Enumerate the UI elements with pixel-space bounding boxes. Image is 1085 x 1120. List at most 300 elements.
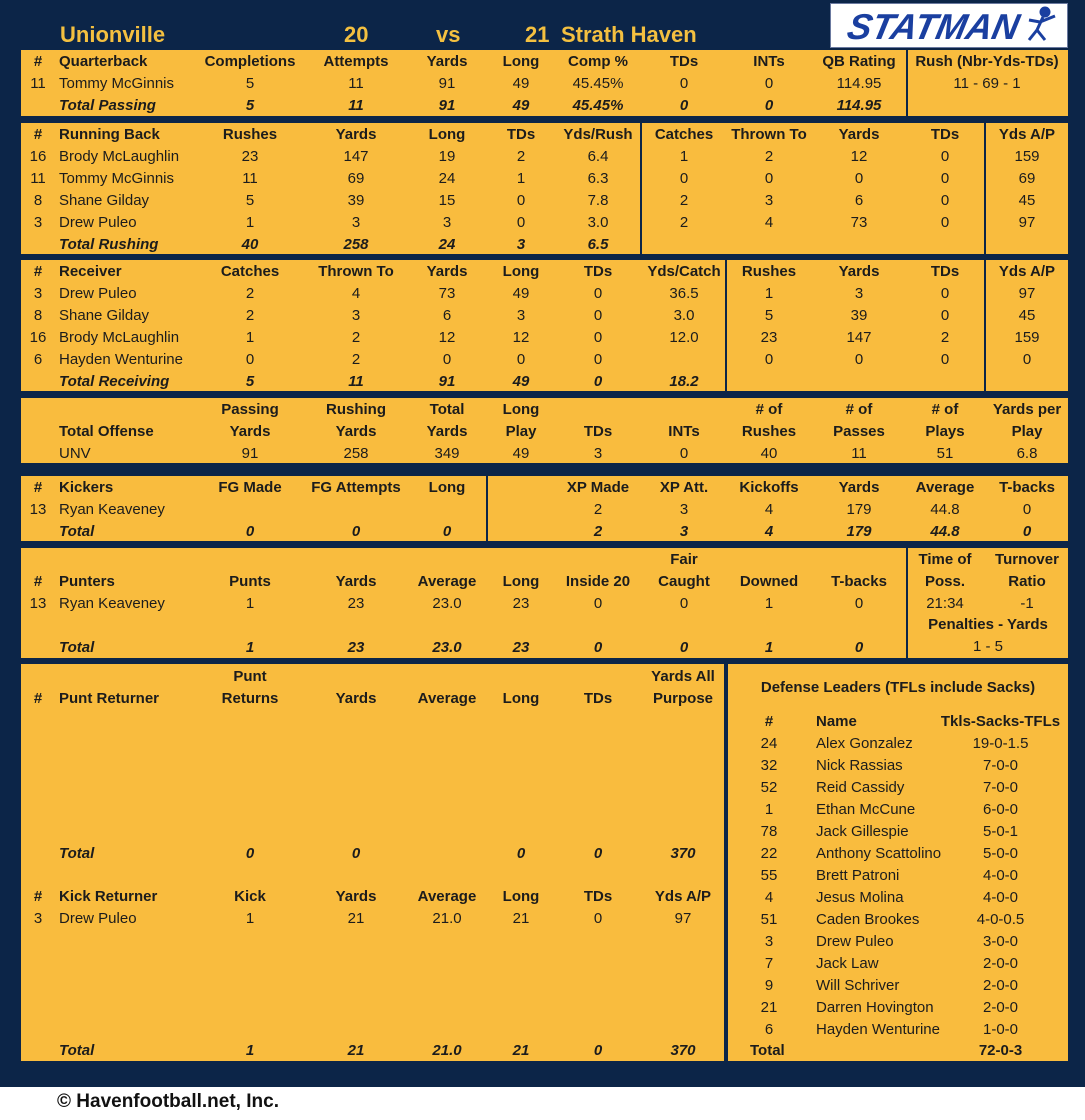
- cell-rushing-r3-c1: Shane Gilday: [59, 192, 150, 209]
- section-rushing: [21, 123, 1068, 254]
- cell-kick-total-c3: 21: [347, 1042, 365, 1059]
- cell-rushing-r2-c9: 0: [854, 170, 864, 187]
- defense-row-11-c2: 2-0-0: [982, 977, 1019, 994]
- cell-receiving-r5-c4: 91: [438, 373, 456, 390]
- cell-passing-r0-c3: Attempts: [323, 53, 389, 70]
- cell-offense-r1-c1: Total Offense: [59, 423, 154, 440]
- cell-receiving-r3-c10: 2: [940, 329, 950, 346]
- cell-rushing-r5-c6: 6.5: [587, 236, 609, 253]
- cell-offense-r0-c1: [59, 399, 209, 421]
- cell-offense-r2-c9: 11: [851, 445, 867, 462]
- cell-receiving-r2-c4: 6: [442, 307, 452, 324]
- cell-rushing-r0-c6: Yds/Rush: [563, 126, 633, 143]
- cell-receiving-r3-c2: 1: [245, 329, 255, 346]
- cell-kicking-r1-c6: 2: [593, 501, 603, 518]
- cell-rushing-r0-c10: TDs: [930, 126, 960, 143]
- cell-rushing-r4-c5: 0: [516, 214, 526, 231]
- cell-receiving-r0-c5: Long: [502, 263, 540, 280]
- cell-receiving-r0-c2: Catches: [220, 263, 280, 280]
- cell-passing-r2-c2: 5: [245, 97, 255, 114]
- cell-kicking-r1-c9: 179: [846, 501, 872, 518]
- versus-label: vs: [436, 22, 461, 47]
- defense-row-2-c2: 7-0-0: [982, 779, 1019, 796]
- logo-wordmark: STATMAN: [843, 6, 1024, 47]
- cell-punting-r2-c6: 0: [593, 595, 603, 612]
- defense-row-6-c2: 4-0-0: [982, 867, 1019, 884]
- cell-punting-r4-c7: 0: [679, 639, 689, 656]
- cell-punting-r2-c8: 1: [764, 595, 774, 612]
- cell-rushing-r2-c2: 11: [242, 170, 258, 187]
- cell-passing-r0-c8: INTs: [753, 53, 785, 70]
- cell-punt-header-top-c2: Punt: [233, 668, 267, 685]
- cell-rushing-r3-c0: 8: [33, 192, 43, 209]
- defense-row-10-c0: 7: [764, 955, 774, 972]
- defense-row-6-c0: 55: [760, 867, 778, 884]
- cell-receiving-r5-c7: 18.2: [669, 373, 699, 390]
- cell-receiving-r5-c1: Total Receiving: [59, 373, 170, 390]
- cell-kicking-r0-c3: FG Attempts: [311, 479, 401, 496]
- cell-kick-row-0-c7: 97: [674, 910, 692, 927]
- cell-passing-r0-c9: QB Rating: [822, 53, 896, 70]
- cell-kick-row-0-c2: 1: [245, 910, 255, 927]
- cell-punting-r0-c9: [809, 549, 909, 571]
- cell-receiving-r2-c2: 2: [245, 307, 255, 324]
- cell-rushing-r4-c1: Drew Puleo: [59, 214, 137, 231]
- cell-rushing-r4-c10: 0: [940, 214, 950, 231]
- cell-receiving-r4-c6: 0: [593, 351, 603, 368]
- cell-punting-r1-c5: Long: [502, 573, 540, 590]
- cell-receiving-r1-c1: Drew Puleo: [59, 285, 137, 302]
- cell-punting-r1-c10: Poss.: [924, 573, 966, 590]
- cell-receiving-r2-c3: 3: [351, 307, 361, 324]
- cell-receiving-r5-c9: [809, 371, 909, 393]
- cell-kick-header-c0: #: [33, 888, 43, 905]
- cell-passing-r1-c10: 11 - 69 - 1: [953, 75, 1021, 92]
- cell-offense-r0-c3: Rushing: [326, 401, 386, 418]
- cell-receiving-r0-c0: #: [33, 263, 43, 280]
- cell-passing-r1-c5: 49: [512, 75, 530, 92]
- cell-rushing-r2-c3: 69: [347, 170, 365, 187]
- cell-kicking-r2-c3: 0: [351, 523, 361, 540]
- cell-rushing-r4-c2: 1: [245, 214, 255, 231]
- cell-punting-r3-c9: [809, 615, 909, 637]
- cell-passing-r2-c1: Total Passing: [59, 97, 156, 114]
- cell-rushing-r4-c7: 2: [679, 214, 689, 231]
- cell-punting-r2-c11: -1: [1020, 595, 1034, 612]
- cell-receiving-r1-c3: 4: [351, 285, 361, 302]
- cell-kick-total-c6: 0: [593, 1042, 603, 1059]
- cell-rushing-r1-c1: Brody McLaughlin: [59, 148, 180, 165]
- cell-receiving-r2-c9: 39: [850, 307, 868, 324]
- cell-kick-total-c4: 21.0: [432, 1042, 462, 1059]
- cell-receiving-r5-c8: [719, 371, 819, 393]
- defense-row-8-c1: Caden Brookes: [816, 911, 920, 928]
- cell-passing-r0-c1: Quarterback: [59, 53, 148, 70]
- cell-rushing-r5-c4: 24: [438, 236, 456, 253]
- defense-header-c0: #: [764, 713, 774, 730]
- divider-passing-0: [906, 50, 908, 116]
- cell-rushing-r5-c2: 40: [241, 236, 259, 253]
- cell-rushing-r4-c11: 97: [1018, 214, 1036, 231]
- cell-punting-r4-c2: 1: [245, 639, 255, 656]
- cell-offense-r2-c4: 349: [434, 445, 460, 462]
- cell-punting-r0-c6: [548, 549, 648, 571]
- cell-passing-r1-c2: 5: [245, 75, 255, 92]
- cell-receiving-r0-c3: Thrown To: [318, 263, 394, 280]
- cell-punting-r3-c3: [306, 615, 406, 637]
- cell-receiving-r1-c5: 49: [512, 285, 530, 302]
- cell-rushing-r5-c0: [20, 234, 56, 256]
- statman-logo-graphic: [831, 4, 1067, 47]
- cell-rushing-r1-c6: 6.4: [587, 148, 609, 165]
- cell-rushing-r1-c3: 147: [343, 148, 369, 165]
- cell-rushing-r4-c9: 73: [850, 214, 868, 231]
- cell-punt-total-c6: 0: [593, 845, 603, 862]
- cell-kicking-r2-c11: 0: [1022, 523, 1032, 540]
- cell-rushing-r3-c5: 0: [516, 192, 526, 209]
- cell-rushing-r0-c7: Catches: [654, 126, 714, 143]
- cell-rushing-r2-c0: 11: [30, 170, 46, 187]
- cell-kick-total-c1: Total: [59, 1042, 95, 1059]
- cell-receiving-r1-c4: 73: [438, 285, 456, 302]
- cell-offense-r2-c6: 3: [593, 445, 603, 462]
- cell-passing-r0-c4: Yards: [426, 53, 468, 70]
- cell-passing-r1-c6: 45.45%: [572, 75, 624, 92]
- cell-punting-r4-c5: 23: [512, 639, 530, 656]
- cell-passing-r2-c4: 91: [438, 97, 456, 114]
- cell-receiving-r2-c7: 3.0: [673, 307, 695, 324]
- defense-row-4-c2: 5-0-1: [982, 823, 1019, 840]
- cell-passing-r2-c9: 114.95: [836, 97, 882, 114]
- defense-header-c1: Name: [816, 713, 857, 730]
- cell-punting-r1-c9: T-backs: [831, 573, 887, 590]
- cell-punt-header-c2: Returns: [221, 690, 279, 707]
- cell-punting-r0-c7: Fair: [670, 551, 698, 568]
- cell-punting-r0-c0: [20, 549, 56, 571]
- penalties-value: 1 - 5: [972, 638, 1003, 655]
- cell-rushing-r2-c7: 0: [679, 170, 689, 187]
- section-punting: [21, 548, 1068, 658]
- defense-row-2-c0: 52: [760, 779, 778, 796]
- defense-row-7-c2: 4-0-0: [982, 889, 1019, 906]
- cell-rushing-r2-c10: 0: [940, 170, 950, 187]
- cell-rushing-r5-c3: 258: [343, 236, 369, 253]
- cell-kick-total-c2: 1: [245, 1042, 255, 1059]
- cell-receiving-r4-c9: 0: [854, 351, 864, 368]
- cell-receiving-r3-c6: 0: [593, 329, 603, 346]
- cell-receiving-r0-c8: Rushes: [741, 263, 797, 280]
- cell-punting-r4-c4: 23.0: [432, 639, 462, 656]
- defense-row-0-c1: Alex Gonzalez: [816, 735, 913, 752]
- defense-row-1-c1: Nick Rassias: [816, 757, 903, 774]
- section-defense: [728, 664, 1068, 1061]
- cell-rushing-r5-c11: [977, 234, 1077, 256]
- cell-rushing-r3-c6: 7.8: [587, 192, 609, 209]
- cell-receiving-r5-c11: [977, 371, 1077, 393]
- cell-punt-total-c3: 0: [351, 845, 361, 862]
- cell-offense-r0-c4: Total: [429, 401, 465, 418]
- cell-offense-r2-c10: 51: [936, 445, 954, 462]
- cell-rushing-r1-c5: 2: [516, 148, 526, 165]
- cell-rushing-r1-c9: 12: [850, 148, 868, 165]
- cell-rushing-r2-c8: 0: [764, 170, 774, 187]
- cell-kicking-r1-c7: 3: [679, 501, 689, 518]
- cell-passing-r1-c8: 0: [764, 75, 774, 92]
- cell-punt-total-c2: 0: [245, 845, 255, 862]
- cell-punting-r2-c1: Ryan Keaveney: [59, 595, 165, 612]
- cell-kick-row-0-c4: 21.0: [432, 910, 462, 927]
- defense-row-8-c2: 4-0-0.5: [976, 911, 1025, 928]
- defense-row-5-c0: 22: [760, 845, 778, 862]
- cell-rushing-r5-c9: [809, 234, 909, 256]
- cell-punting-r2-c2: 1: [245, 595, 255, 612]
- cell-receiving-r1-c7: 36.5: [669, 285, 699, 302]
- cell-rushing-r0-c2: Rushes: [222, 126, 278, 143]
- cell-kick-row-0-c5: 21: [512, 910, 530, 927]
- defense-row-0-c2: 19-0-1.5: [972, 735, 1029, 752]
- defense-row-13-c0: 6: [764, 1021, 774, 1038]
- defense-row-8-c0: 51: [760, 911, 778, 928]
- cell-passing-r2-c0: [20, 95, 56, 117]
- cell-receiving-r3-c7: 12.0: [669, 329, 699, 346]
- cell-kick-header-c1: Kick Returner: [59, 888, 158, 905]
- cell-punt-header-top-c3: [306, 666, 406, 688]
- cell-rushing-r0-c5: TDs: [506, 126, 536, 143]
- cell-offense-r2-c0: [20, 443, 56, 465]
- cell-kicking-r0-c6: XP Made: [566, 479, 630, 496]
- cell-punting-r3-c0: [20, 615, 56, 637]
- cell-receiving-r0-c4: Yards: [426, 263, 468, 280]
- divider-receiving-0: [725, 260, 727, 391]
- cell-passing-r2-c3: 11: [348, 97, 364, 114]
- cell-punting-r3-c6: [548, 615, 648, 637]
- cell-punting-r1-c11: Ratio: [1008, 573, 1046, 590]
- cell-receiving-r0-c6: TDs: [583, 263, 613, 280]
- cell-punting-r1-c1: Punters: [59, 573, 115, 590]
- cell-passing-r2-c8: 0: [764, 97, 774, 114]
- cell-punting-r2-c3: 23: [347, 595, 365, 612]
- cell-rushing-r0-c11: Yds A/P: [998, 126, 1056, 143]
- cell-kicking-r1-c11: 0: [1022, 501, 1032, 518]
- cell-kicking-r0-c10: Average: [915, 479, 975, 496]
- cell-receiving-r1-c10: 0: [940, 285, 950, 302]
- cell-offense-r1-c2: Yards: [229, 423, 271, 440]
- defense-row-4-c1: Jack Gillespie: [816, 823, 909, 840]
- cell-punting-r3-c1: [59, 615, 209, 637]
- defense-title: Defense Leaders (TFLs include Sacks): [760, 679, 1036, 696]
- cell-receiving-r2-c1: Shane Gilday: [59, 307, 150, 324]
- defense-row-6-c1: Brett Patroni: [816, 867, 900, 884]
- defense-row-3-c2: 6-0-0: [982, 801, 1019, 818]
- cell-punt-header-top-c0: [20, 666, 56, 688]
- cell-rushing-r2-c4: 24: [438, 170, 456, 187]
- cell-punting-r1-c6: Inside 20: [565, 573, 631, 590]
- defense-row-10-c1: Jack Law: [816, 955, 879, 972]
- cell-receiving-r1-c9: 3: [854, 285, 864, 302]
- cell-rushing-r5-c1: Total Rushing: [59, 236, 159, 253]
- cell-receiving-r0-c9: Yards: [838, 263, 880, 280]
- cell-passing-r0-c5: Long: [502, 53, 540, 70]
- defense-row-3-c1: Ethan McCune: [816, 801, 916, 818]
- cell-punt-header-c3: Yards: [335, 690, 377, 707]
- cell-offense-r2-c1: UNV: [59, 445, 91, 462]
- cell-punting-r4-c8: 1: [764, 639, 774, 656]
- cell-passing-r2-c5: 49: [512, 97, 530, 114]
- divider-kicking-0: [486, 476, 488, 541]
- cell-receiving-r0-c1: Receiver: [59, 263, 122, 280]
- cell-offense-r2-c3: 258: [343, 445, 369, 462]
- defense-row-11-c0: 9: [764, 977, 774, 994]
- cell-passing-r2-c10: [902, 95, 1072, 117]
- cell-rushing-r3-c11: 45: [1018, 192, 1036, 209]
- cell-kicking-r0-c2: FG Made: [218, 479, 282, 496]
- cell-kicking-r2-c2: 0: [245, 523, 255, 540]
- cell-passing-r0-c2: Completions: [204, 53, 296, 70]
- section-returns: [21, 664, 724, 1061]
- cell-receiving-r1-c0: 3: [33, 285, 43, 302]
- cell-kicking-r2-c7: 3: [679, 523, 689, 540]
- divider-rushing-1: [984, 123, 986, 254]
- defense-row-1-c0: 32: [760, 757, 778, 774]
- cell-punting-r4-c1: Total: [59, 639, 95, 656]
- cell-receiving-r3-c0: 16: [29, 329, 47, 346]
- cell-punting-r3-c8: [719, 615, 819, 637]
- cell-rushing-r3-c9: 6: [854, 192, 864, 209]
- cell-kicking-r0-c4: Long: [428, 479, 466, 496]
- defense-row-13-c2: 1-0-0: [982, 1021, 1019, 1038]
- cell-offense-r1-c10: Plays: [925, 423, 965, 440]
- penalties-label: Penalties - Yards: [928, 616, 1048, 633]
- cell-receiving-r2-c6: 0: [593, 307, 603, 324]
- cell-kicking-r2-c8: 4: [764, 523, 774, 540]
- cell-receiving-r3-c11: 159: [1014, 329, 1040, 346]
- cell-punt-header-c7: Purpose: [652, 690, 713, 707]
- section-passing: [21, 50, 1068, 116]
- cell-rushing-r0-c8: Thrown To: [731, 126, 807, 143]
- cell-offense-r0-c9: # of: [845, 401, 873, 418]
- cell-receiving-r4-c11: 0: [1022, 351, 1032, 368]
- cell-receiving-r0-c7: Yds/Catch: [647, 263, 721, 280]
- cell-punting-r2-c7: 0: [679, 595, 689, 612]
- cell-rushing-r2-c1: Tommy McGinnis: [59, 170, 175, 187]
- cell-offense-r2-c11: 6.8: [1016, 445, 1038, 462]
- cell-punting-r3-c2: [200, 615, 300, 637]
- defense-row-5-c2: 5-0-0: [982, 845, 1019, 862]
- cell-receiving-r2-c11: 45: [1018, 307, 1036, 324]
- cell-punting-r2-c0: 13: [29, 595, 47, 612]
- cell-kick-row-0-c3: 21: [347, 910, 365, 927]
- cell-offense-r0-c8: # of: [755, 401, 783, 418]
- section-kicking: [21, 476, 1068, 541]
- defense-row-9-c0: 3: [764, 933, 774, 950]
- cell-offense-r0-c2: Passing: [221, 401, 279, 418]
- cell-punting-r1-c0: #: [33, 573, 43, 590]
- cell-receiving-r2-c0: 8: [33, 307, 43, 324]
- defense-row-12-c2: 2-0-0: [982, 999, 1019, 1016]
- cell-punting-r0-c3: [306, 549, 406, 571]
- cell-kicking-r0-c8: Kickoffs: [739, 479, 799, 496]
- cell-punting-r0-c1: [59, 549, 209, 571]
- cell-kicking-r0-c7: XP Att.: [659, 479, 709, 496]
- cell-offense-r1-c11: Play: [1011, 423, 1043, 440]
- cell-punt-total-c5: 0: [516, 845, 526, 862]
- cell-rushing-r3-c8: 3: [764, 192, 774, 209]
- cell-rushing-r4-c8: 4: [764, 214, 774, 231]
- cell-passing-r1-c1: Tommy McGinnis: [59, 75, 175, 92]
- cell-punting-r0-c8: [719, 549, 819, 571]
- section-offense: [21, 398, 1068, 463]
- cell-offense-r0-c6: [548, 399, 648, 421]
- defense-row-7-c0: 4: [764, 889, 774, 906]
- defense-row-13-c1: Hayden Wenturine: [816, 1021, 940, 1038]
- cell-punting-r4-c3: 23: [347, 639, 365, 656]
- cell-receiving-r1-c8: 1: [764, 285, 774, 302]
- cell-receiving-r1-c6: 0: [593, 285, 603, 302]
- cell-kick-row-0-c1: Drew Puleo: [59, 910, 137, 927]
- cell-passing-r1-c9: 114.95: [836, 75, 882, 92]
- cell-receiving-r3-c5: 12: [512, 329, 530, 346]
- cell-offense-r2-c7: 0: [679, 445, 689, 462]
- cell-receiving-r3-c9: 147: [846, 329, 872, 346]
- divider-rushing-0: [640, 123, 642, 254]
- cell-receiving-r3-c1: Brody McLaughlin: [59, 329, 180, 346]
- cell-punt-total-c7: 370: [670, 845, 696, 862]
- defense-row-4-c0: 78: [760, 823, 778, 840]
- cell-punt-total-c1: Total: [59, 845, 95, 862]
- cell-offense-r1-c7: INTs: [668, 423, 700, 440]
- cell-rushing-r1-c4: 19: [438, 148, 456, 165]
- cell-receiving-r3-c8: 23: [760, 329, 778, 346]
- cell-kick-row-0-c6: 0: [593, 910, 603, 927]
- cell-kicking-r2-c0: [20, 521, 56, 543]
- cell-rushing-r2-c6: 6.3: [587, 170, 609, 187]
- cell-offense-r0-c11: Yards per: [992, 401, 1062, 418]
- cell-kicking-r1-c10: 44.8: [930, 501, 960, 518]
- cell-kick-header-c6: TDs: [583, 888, 613, 905]
- cell-punt-header-c0: #: [33, 690, 43, 707]
- cell-rushing-r0-c3: Yards: [335, 126, 377, 143]
- cell-kicking-r1-c1: Ryan Keaveney: [59, 501, 165, 518]
- cell-passing-r1-c3: 11: [348, 75, 364, 92]
- cell-receiving-r4-c0: 6: [33, 351, 43, 368]
- cell-kick-header-c3: Yards: [335, 888, 377, 905]
- cell-punting-r4-c9: 0: [854, 639, 864, 656]
- defense-row-7-c1: Jesus Molina: [816, 889, 904, 906]
- cell-receiving-r2-c5: 3: [516, 307, 526, 324]
- cell-rushing-r5-c5: 3: [516, 236, 526, 253]
- cell-punting-r1-c2: Punts: [229, 573, 271, 590]
- cell-kicking-r1-c3: [306, 499, 406, 521]
- cell-offense-r0-c10: # of: [931, 401, 959, 418]
- divider-receiving-1: [984, 260, 986, 391]
- cell-kick-total-c5: 21: [512, 1042, 530, 1059]
- cell-passing-r2-c6: 45.45%: [572, 97, 624, 114]
- cell-rushing-r1-c8: 2: [764, 148, 774, 165]
- cell-punting-r2-c9: 0: [854, 595, 864, 612]
- defense-row-9-c2: 3-0-0: [982, 933, 1019, 950]
- cell-punting-r4-c6: 0: [593, 639, 603, 656]
- defense-row-12-c1: Darren Hovington: [816, 999, 934, 1016]
- cell-kick-total-c7: 370: [670, 1042, 696, 1059]
- cell-punt-header-c5: Long: [502, 690, 540, 707]
- cell-kicking-r0-c11: T-backs: [999, 479, 1055, 496]
- defense-row-2-c1: Reid Cassidy: [816, 779, 905, 796]
- cell-rushing-r0-c4: Long: [428, 126, 466, 143]
- home-team-name: Unionville: [60, 22, 166, 47]
- cell-rushing-r1-c11: 159: [1014, 148, 1040, 165]
- cell-kick-header-c2: Kick: [234, 888, 266, 905]
- cell-receiving-r4-c1: Hayden Wenturine: [59, 351, 183, 368]
